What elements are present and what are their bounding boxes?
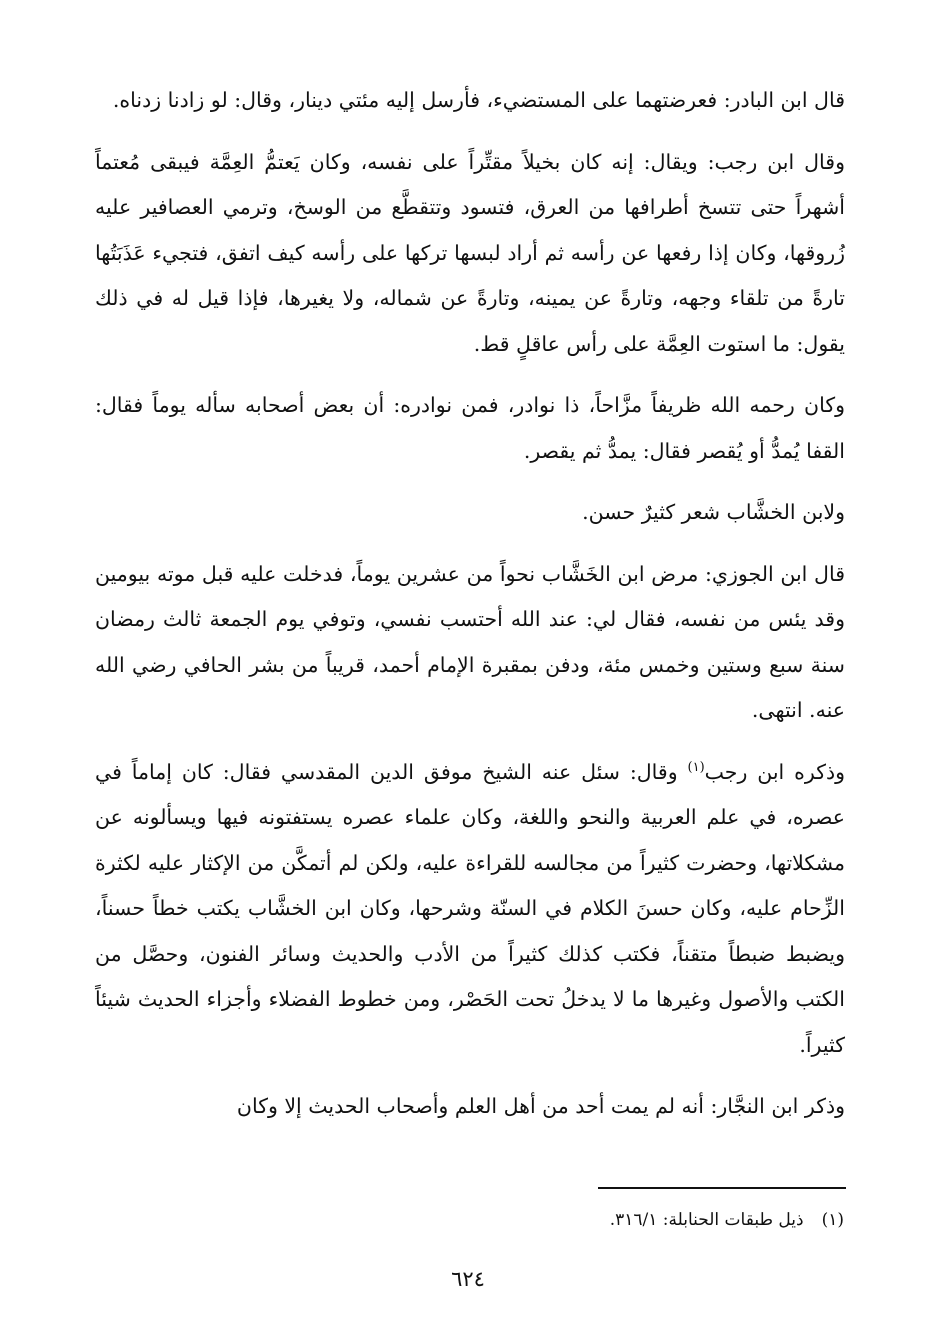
paragraph-3: وكان رحمه الله ظريفاً مزَّاحاً، ذا نوادر، فمن نوادره: أن بعض أصحابه سأله يوماً فقال: القفا يُمدُّ أو يُقصر فقال: يمدُّ ثم يقصر.	[95, 393, 845, 463]
paragraph-2: وقال ابن رجب: ويقال: إنه كان بخيلاً مقتِّراً على نفسه، وكان يَعتمُّ العِمَّة فيبقى مُعتماً أشهراً حتى تتسخ أطرافها من العرق، فتسود وتتقطَّع من الوسخ، وترمي العصافير عليه زُروقها، وكان إذا رفعها عن رأسه ثم أراد لبسها تركها على رأسه كيف اتفق، فتجيء عَذَبَتُها تارةً من تلقاء وجهه، وتارةً عن يمينه، وتارةً عن شماله، ولا يغيرها، فإذا قيل له في ذلك يقول: ما استوت العِمَّة على رأس عاقلٍ قط.	[95, 149, 845, 356]
footnote-text: ذيل طبقات الحنابلة: ٣١٦/١.	[609, 1210, 804, 1230]
paragraph-4: ولابن الخشَّاب شعر كثيرٌ حسن.	[582, 500, 845, 524]
paragraph-6-body: وقال: سئل عنه الشيخ موفق الدين المقدسي فقال: كان إماماً في عصره، في علم العربية والنحو واللغة، وكان علماء عصره يستفتونه فيها ويسألونه عن مشكلاتها، وحضرت كثيراً من مجالسه للقراءة عليه، ولكن لم أتمكَّن من الإكثار عليه لكثرة الزِّحام عليه، وكان حسنَ الكلام في السنّة وشرحها، وكان ابن الخشَّاب يكتب خطاً حسناً، ويضبط ضبطاً متقناً، فكتب كذلك كثيراً من الأدب والحديث وسائر الفنون، وحصَّل من الكتب والأصول وغيرها ما لا يدخلُ تحت الحَصْر، ومن خطوط الفضلاء وأجزاء الحديث شيئاً كثيراً.	[95, 759, 845, 1057]
footnote-reference: (١)	[687, 759, 705, 775]
footnote-number: (١)	[821, 1210, 844, 1230]
paragraph-6-lead: وذكره ابن رجب	[704, 759, 845, 784]
paragraph-6	[95, 750, 845, 1069]
page-number: ٦٢٤	[451, 1267, 485, 1291]
paragraph-7: وذكر ابن النجَّار: أنه لم يمت أحد من أهل العلم وأصحاب الحديث إلا وكان	[236, 1094, 845, 1118]
paragraph-1: قال ابن البادر: فعرضتهما على المستضيء، فأرسل إليه مئتي دينار، وقال: لو زادنا زدناه.	[112, 88, 845, 112]
body-text	[95, 78, 845, 1134]
footnote-separator	[598, 1187, 846, 1189]
paragraph-5: قال ابن الجوزي: مرض ابن الخَشَّاب نحواً من عشرين يوماً، فدخلت عليه قبل موته بيومين وقد يئس من نفسه، فقال لي: عند الله أحتسب نفسي، وتوفي يوم الجمعة ثالث رمضان سنة سبع وستين وخمس مئة، ودفن بمقبرة الإمام أحمد، قريباً من بشر الحافي رضي الله عنه. انتهى.	[95, 561, 845, 722]
footnote	[610, 1206, 844, 1234]
